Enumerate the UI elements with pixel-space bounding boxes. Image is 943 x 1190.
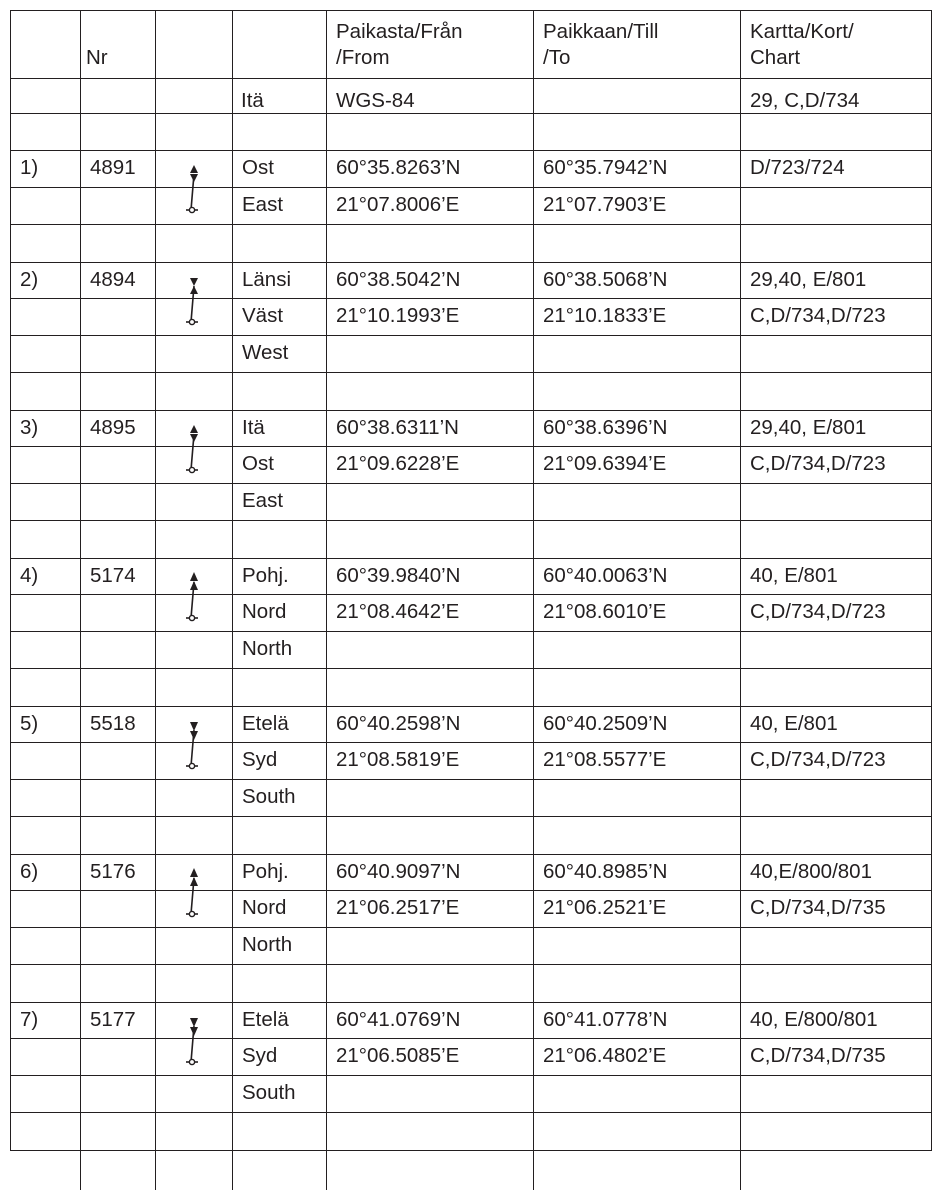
entry-index: 5) xyxy=(20,712,39,735)
entry-chart: C,D/734,D/723 xyxy=(750,304,886,327)
entry-side: East xyxy=(242,489,284,512)
row-rule xyxy=(10,446,932,447)
header-to-line-1: Paikkaan/Till xyxy=(543,20,659,43)
entry-to-coordinate: 21°07.7903’E xyxy=(543,193,667,216)
entry-to-coordinate: 60°38.6396’N xyxy=(543,416,668,439)
entry-side: Väst xyxy=(242,304,284,327)
entry-to-coordinate: 21°09.6394’E xyxy=(543,452,667,475)
entry-from-coordinate: 21°07.8006’E xyxy=(336,193,460,216)
west-cardinal-mark-icon xyxy=(184,274,206,332)
header-chart-line-2: Chart xyxy=(750,46,801,69)
header-chart-line-1: Kartta/Kort/ xyxy=(750,20,854,43)
entry-side: Etelä xyxy=(242,712,289,735)
entry-chart: 40, E/801 xyxy=(750,712,838,735)
south-cardinal-mark-icon xyxy=(184,1014,206,1072)
entry-to-coordinate: 60°41.0778’N xyxy=(543,1008,668,1031)
datum-side: Itä xyxy=(241,89,264,112)
entry-side: South xyxy=(242,1081,296,1104)
row-rule xyxy=(10,224,932,225)
entry-to-coordinate: 21°10.1833’E xyxy=(543,304,667,327)
entry-to-coordinate: 60°35.7942’N xyxy=(543,156,668,179)
entry-from-coordinate: 21°06.2517’E xyxy=(336,896,460,919)
north-cardinal-mark-icon xyxy=(184,866,206,924)
entry-to-coordinate: 21°06.4802’E xyxy=(543,1044,667,1067)
datum-chart: 29, C,D/734 xyxy=(750,89,860,112)
entry-from-coordinate: 60°38.5042’N xyxy=(336,268,461,291)
entry-number: 5177 xyxy=(90,1008,136,1031)
entry-chart: 40, E/801 xyxy=(750,564,838,587)
entry-to-coordinate: 21°08.6010’E xyxy=(543,600,667,623)
entry-side: Pohj. xyxy=(242,564,289,587)
row-rule xyxy=(10,558,932,559)
column-rule xyxy=(931,10,932,1150)
row-rule xyxy=(10,520,932,521)
entry-side: North xyxy=(242,933,293,956)
row-rule xyxy=(10,927,932,928)
entry-from-coordinate: 21°08.5819’E xyxy=(336,748,460,771)
row-rule xyxy=(10,631,932,632)
datum-label: WGS-84 xyxy=(336,89,415,112)
row-rule xyxy=(10,854,932,855)
entry-side: South xyxy=(242,785,296,808)
row-rule xyxy=(10,964,932,965)
entry-from-coordinate: 60°35.8263’N xyxy=(336,156,461,179)
entry-index: 1) xyxy=(20,156,39,179)
row-rule xyxy=(10,335,932,336)
entry-chart: 40, E/800/801 xyxy=(750,1008,878,1031)
south-cardinal-mark-icon xyxy=(184,718,206,776)
entry-side: Nord xyxy=(242,896,287,919)
header-nr: Nr xyxy=(86,46,108,69)
entry-to-coordinate: 60°38.5068’N xyxy=(543,268,668,291)
entry-from-coordinate: 21°09.6228’E xyxy=(336,452,460,475)
row-rule xyxy=(10,410,932,411)
row-rule xyxy=(10,779,932,780)
entry-chart: C,D/734,D/735 xyxy=(750,896,886,919)
entry-side: Länsi xyxy=(242,268,292,291)
entry-side: Nord xyxy=(242,600,287,623)
row-rule xyxy=(10,1112,932,1113)
entry-side: Etelä xyxy=(242,1008,289,1031)
row-rule xyxy=(10,1002,932,1003)
entry-side: Ost xyxy=(242,156,274,179)
entry-to-coordinate: 21°08.5577’E xyxy=(543,748,667,771)
entry-side: Pohj. xyxy=(242,860,289,883)
entry-from-coordinate: 21°08.4642’E xyxy=(336,600,460,623)
entry-from-coordinate: 21°06.5085’E xyxy=(336,1044,460,1067)
entry-to-coordinate: 21°06.2521’E xyxy=(543,896,667,919)
row-rule xyxy=(10,262,932,263)
east-cardinal-mark-icon xyxy=(184,162,206,220)
entry-chart: C,D/734,D/723 xyxy=(750,748,886,771)
entry-chart: 29,40, E/801 xyxy=(750,268,867,291)
row-rule xyxy=(10,78,932,79)
entry-chart: D/723/724 xyxy=(750,156,845,179)
entry-number: 4891 xyxy=(90,156,136,179)
entry-from-coordinate: 60°41.0769’N xyxy=(336,1008,461,1031)
column-rule xyxy=(10,10,11,1150)
entry-number: 5174 xyxy=(90,564,136,587)
entry-side: North xyxy=(242,637,293,660)
entry-to-coordinate: 60°40.0063’N xyxy=(543,564,668,587)
entry-index: 3) xyxy=(20,416,39,439)
row-rule xyxy=(10,483,932,484)
row-rule xyxy=(10,150,932,151)
entry-index: 2) xyxy=(20,268,39,291)
entry-chart: C,D/734,D/723 xyxy=(750,600,886,623)
entry-index: 4) xyxy=(20,564,39,587)
header-to-line-2: /To xyxy=(543,46,571,69)
row-rule xyxy=(10,890,932,891)
east-cardinal-mark-icon xyxy=(184,422,206,480)
entry-side: West xyxy=(242,341,289,364)
row-rule xyxy=(10,10,932,11)
entry-index: 7) xyxy=(20,1008,39,1031)
entry-to-coordinate: 60°40.2509’N xyxy=(543,712,668,735)
entry-side: Syd xyxy=(242,1044,278,1067)
entry-chart: C,D/734,D/723 xyxy=(750,452,886,475)
entry-to-coordinate: 60°40.8985’N xyxy=(543,860,668,883)
row-rule xyxy=(10,816,932,817)
row-rule xyxy=(10,113,932,114)
entry-from-coordinate: 60°40.2598’N xyxy=(336,712,461,735)
row-rule xyxy=(10,298,932,299)
entry-chart: 40,E/800/801 xyxy=(750,860,872,883)
header-from-line-1: Paikasta/Från xyxy=(336,20,463,43)
entry-from-coordinate: 60°38.6311’N xyxy=(336,416,459,439)
row-rule xyxy=(10,706,932,707)
entry-number: 5518 xyxy=(90,712,136,735)
entry-chart: C,D/734,D/735 xyxy=(750,1044,886,1067)
entry-chart: 29,40, E/801 xyxy=(750,416,867,439)
row-rule xyxy=(10,742,932,743)
entry-from-coordinate: 60°39.9840’N xyxy=(336,564,461,587)
row-rule xyxy=(10,372,932,373)
header-from-line-2: /From xyxy=(336,46,390,69)
entry-number: 4894 xyxy=(90,268,136,291)
row-rule xyxy=(10,668,932,669)
entry-side: Ost xyxy=(242,452,274,475)
row-rule xyxy=(10,1150,932,1151)
entry-number: 5176 xyxy=(90,860,136,883)
row-rule xyxy=(10,1038,932,1039)
entry-side: Syd xyxy=(242,748,278,771)
entry-number: 4895 xyxy=(90,416,136,439)
entry-from-coordinate: 60°40.9097’N xyxy=(336,860,461,883)
entry-from-coordinate: 21°10.1993’E xyxy=(336,304,460,327)
north-cardinal-mark-icon xyxy=(184,570,206,628)
row-rule xyxy=(10,594,932,595)
entry-index: 6) xyxy=(20,860,39,883)
entry-side: Itä xyxy=(242,416,265,439)
row-rule xyxy=(10,187,932,188)
entry-side: East xyxy=(242,193,284,216)
row-rule xyxy=(10,1075,932,1076)
